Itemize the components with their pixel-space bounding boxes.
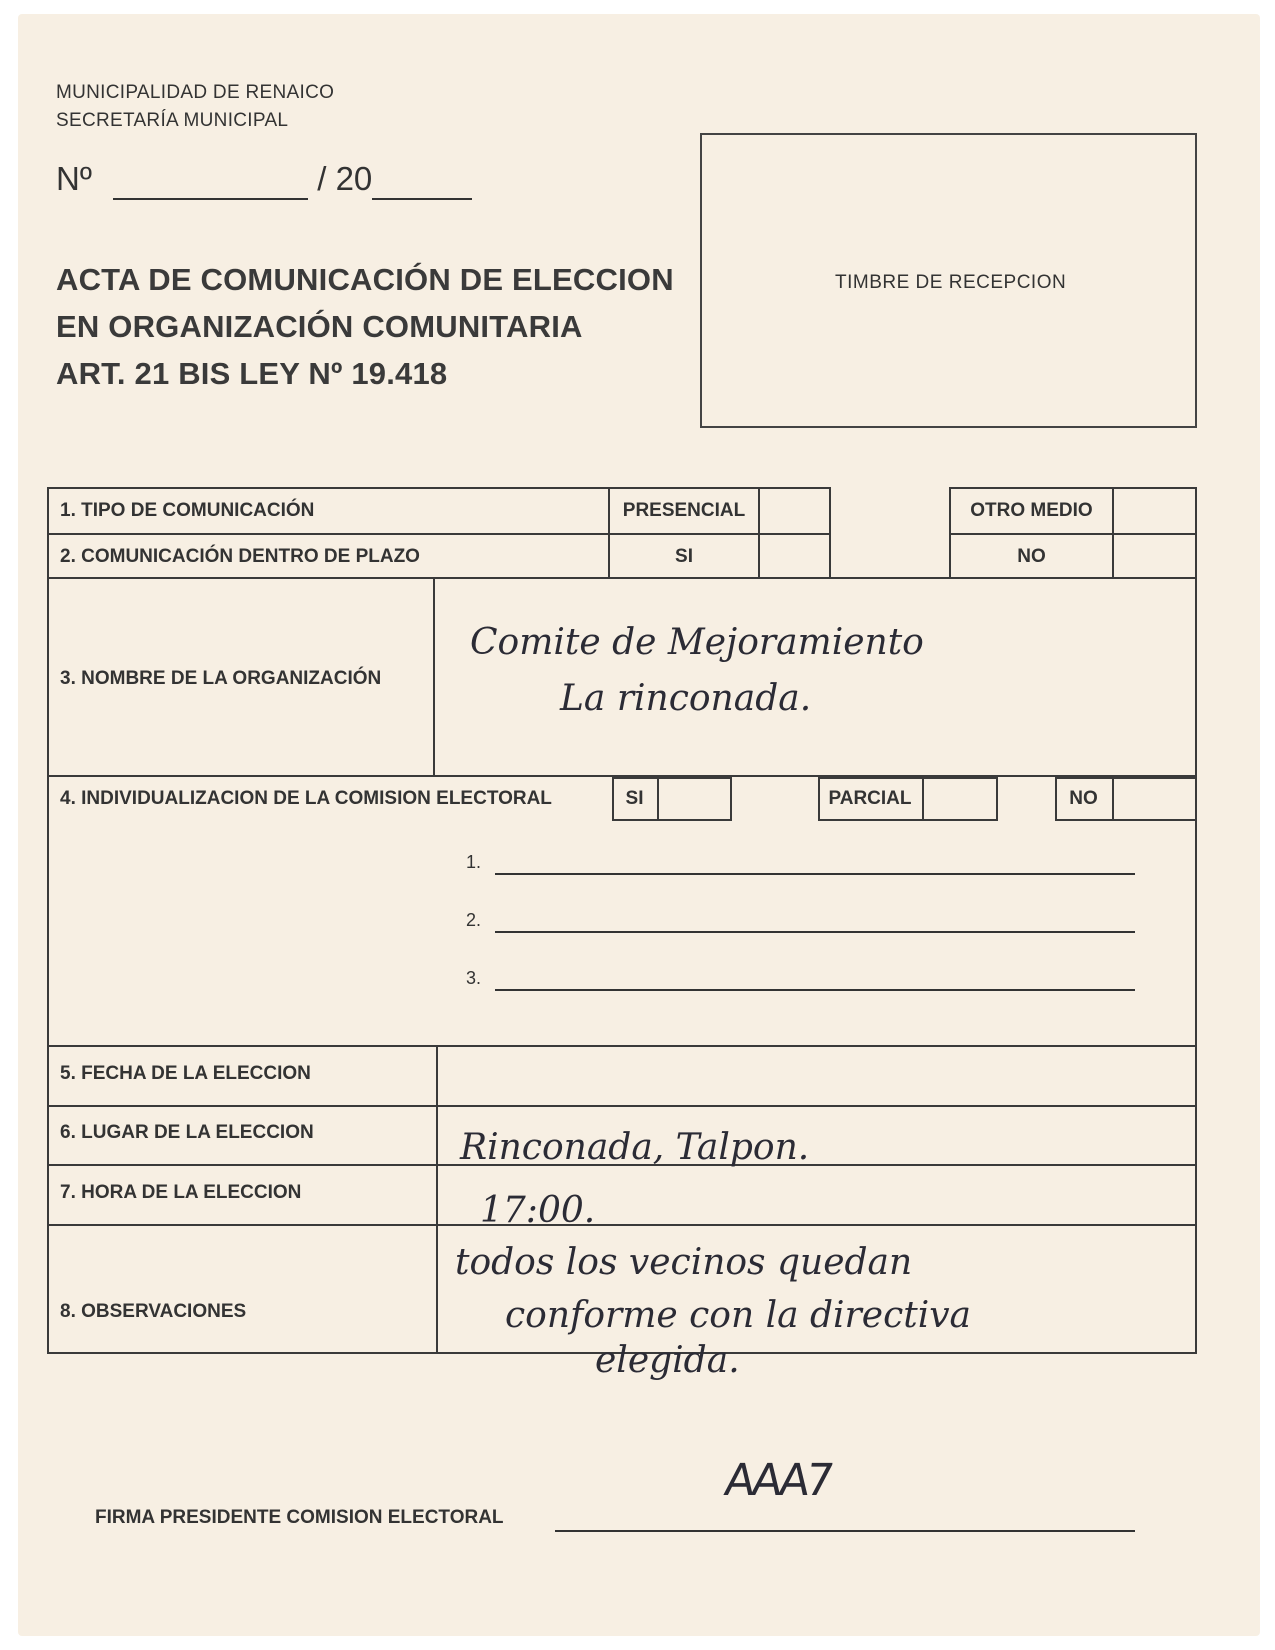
label-nombre-organizacion: 3. NOMBRE DE LA ORGANIZACIÓN [60, 668, 382, 689]
year-blank[interactable] [372, 160, 472, 200]
label-tipo-comunicacion: 1. TIPO DE COMUNICACIÓN [60, 500, 315, 521]
signature-line[interactable] [555, 1530, 1135, 1532]
number-prefix: Nº [56, 160, 92, 197]
number-blank[interactable] [113, 160, 308, 200]
checkbox-otro-medio[interactable] [1114, 489, 1195, 532]
option-parcial-comision: PARCIAL [828, 788, 912, 809]
member-line-2[interactable] [495, 931, 1135, 933]
document-title-line2: EN ORGANIZACIÓN COMUNITARIA [56, 309, 583, 344]
label-fecha-eleccion: 5. FECHA DE LA ELECCION [60, 1063, 311, 1084]
reception-stamp-label: TIMBRE DE RECEPCION [835, 272, 1067, 293]
value-observaciones-line1: todos los vecinos quedan [455, 1242, 913, 1283]
checkbox-no-comision[interactable] [1114, 779, 1195, 819]
member-line-1-number: 1. [466, 852, 482, 872]
option-si-comision: SI [625, 788, 644, 809]
value-nombre-organizacion-line1: Comite de Mejoramiento [470, 622, 924, 663]
checkbox-si-comision[interactable] [659, 779, 730, 819]
label-hora-eleccion: 7. HORA DE LA ELECCION [60, 1182, 302, 1203]
label-observaciones: 8. OBSERVACIONES [60, 1301, 247, 1322]
checkbox-si-plazo[interactable] [760, 535, 829, 578]
checkbox-presencial[interactable] [760, 489, 829, 532]
option-no-plazo: NO [1017, 546, 1046, 567]
checkbox-parcial-comision[interactable] [924, 779, 996, 819]
member-line-3[interactable] [495, 989, 1135, 991]
label-lugar-eleccion: 6. LUGAR DE LA ELECCION [60, 1122, 314, 1143]
label-comision-electoral: 4. INDIVIDUALIZACION DE LA COMISION ELECTORAL [60, 788, 552, 809]
option-no-comision: NO [1069, 788, 1098, 809]
department-name: SECRETARÍA MUNICIPAL [56, 110, 289, 131]
member-line-1[interactable] [495, 873, 1135, 875]
document-title-line3: ART. 21 BIS LEY Nº 19.418 [56, 356, 448, 391]
label-firma-presidente: FIRMA PRESIDENTE COMISION ELECTORAL [95, 1507, 504, 1528]
member-line-3-number: 3. [466, 968, 482, 988]
value-nombre-organizacion-line2: La rinconada. [560, 678, 812, 719]
value-observaciones-line2: conforme con la directiva [505, 1295, 972, 1336]
option-otro-medio: OTRO MEDIO [970, 500, 1093, 521]
document-number [56, 160, 472, 200]
signature-mark: AAA7 [721, 1455, 834, 1506]
municipality-name: MUNICIPALIDAD DE RENAICO [56, 82, 335, 103]
option-si-plazo: SI [675, 546, 693, 567]
value-hora-eleccion: 17:00. [480, 1190, 596, 1231]
year-prefix: / 20 [317, 160, 373, 197]
reception-stamp-box [700, 133, 1197, 428]
value-observaciones-line3: elegida. [595, 1340, 740, 1381]
document-title-line1: ACTA DE COMUNICACIÓN DE ELECCION [56, 262, 674, 297]
label-dentro-plazo: 2. COMUNICACIÓN DENTRO DE PLAZO [60, 546, 420, 567]
member-line-2-number: 2. [466, 910, 482, 930]
checkbox-no-plazo[interactable] [1114, 535, 1195, 578]
option-presencial: PRESENCIAL [622, 500, 746, 521]
value-lugar-eleccion: Rinconada, Talpon. [460, 1127, 810, 1168]
